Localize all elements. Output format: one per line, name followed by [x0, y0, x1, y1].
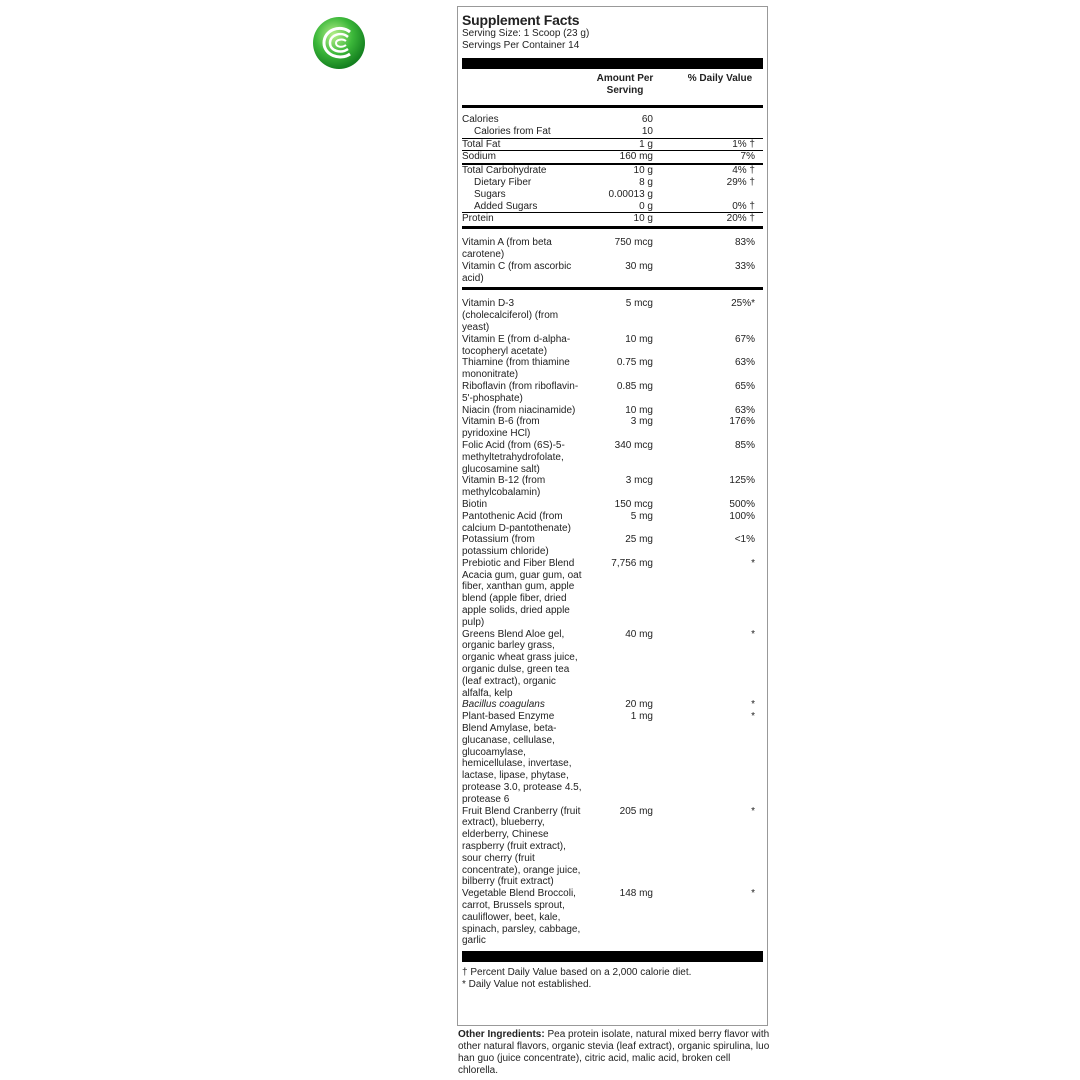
other-ingredients — [458, 1029, 770, 1077]
nutrient-amount: 0.00013 g — [608, 188, 653, 200]
nutrient-row — [462, 114, 763, 126]
nutrient-row — [462, 711, 763, 805]
nutrient-amount: 205 mg — [619, 805, 653, 817]
nutrient-row — [462, 534, 763, 558]
nutrient-daily-value: 85% — [734, 439, 755, 451]
other-ingredients-label: Other Ingredients: — [458, 1029, 545, 1040]
nutrient-amount: 1 g — [639, 138, 653, 150]
nutrient-daily-value: 65% — [734, 380, 755, 392]
nutrient-name: Niacin (from niacinamide) — [462, 404, 576, 416]
nutrient-name: Folic Acid (from (6S)-5-methyltetrahydrofolate, glucosamine salt) — [462, 439, 565, 475]
nutrient-name: Fruit Blend Cranberry (fruit extract), blueberry, elderberry, Chinese raspberry (fruit extract), sour cherry (fruit concentrate), orange juice, bilberry (fruit extract) — [462, 805, 581, 888]
nutrient-name: Total Carbohydrate — [462, 165, 547, 177]
nutrient-amount: 40 mg — [625, 628, 653, 640]
nutrient-row — [462, 558, 763, 629]
nutrient-name: Greens Blend Aloe gel, organic barley grass, organic wheat grass juice, organic dulse, green tea (leaf extract), organic alfalfa, kelp — [462, 628, 578, 699]
nutrient-name: Vitamin B-6 (from pyridoxine HCl) — [462, 416, 540, 440]
nutrient-daily-value: 7% — [740, 151, 755, 163]
nutrient-amount: 30 mg — [625, 260, 653, 272]
nutrient-name: Vitamin A (from beta carotene) — [462, 237, 552, 260]
serving-size: Serving Size: 1 Scoop (23 g) — [462, 28, 590, 39]
nutrient-daily-value: 63% — [734, 404, 755, 416]
nutrient-row — [462, 511, 763, 535]
nutrient-name: Prebiotic and Fiber Blend Acacia gum, guar gum, oat fiber, xanthan gum, apple blend (apple fiber, dried apple solids, dried apple pulp) — [462, 557, 582, 628]
footnote-star: * Daily Value not established. — [462, 979, 592, 991]
nutrient-daily-value: * — [751, 557, 755, 569]
nutrient-daily-value: 20% † — [726, 213, 755, 225]
nutrient-amount: 10 mg — [625, 333, 653, 345]
nutrient-name: Vitamin B-12 (from methylcobalamin) — [462, 475, 546, 499]
nutrient-daily-value: 4% † — [732, 165, 755, 177]
nutrient-amount: 3 mg — [630, 416, 653, 428]
nutrient-name: Plant-based Enzyme Blend Amylase, beta-glucanase, cellulase, glucoamylase, hemicellulase, invertase, lactase, lipase, phytase, protease 3.0, protease 4.5, protease 6 — [462, 711, 582, 805]
nutrient-amount: 10 — [641, 125, 653, 137]
nutrient-row — [462, 201, 763, 214]
nutrient-amount: 0.85 mg — [616, 380, 653, 392]
nutrient-name: Bacillus coagulans — [462, 699, 545, 711]
nutrient-daily-value: 0% † — [732, 200, 755, 212]
nutrient-name: Thiamine (from thiamine mononitrate) — [462, 357, 570, 381]
nutrient-name: Sodium — [462, 151, 496, 163]
nutrient-row — [462, 475, 763, 499]
nutrient-name: Pantothenic Acid (from calcium D-pantothenate) — [462, 510, 571, 534]
nutrient-daily-value: 500% — [729, 498, 755, 510]
nutrient-daily-value: 25%* — [731, 298, 755, 310]
servings-per-container: Servings Per Container 14 — [462, 40, 580, 51]
nutrient-row — [462, 189, 763, 201]
nutrient-name: Vitamin E (from d-alpha-tocopheryl acetate) — [462, 333, 571, 357]
other-ingredients-text: Pea protein isolate, natural mixed berry flavor with other natural flavors, organic stevia (leaf extract), organic spirulina, luo han guo (juice concentrate), citric acid, malic acid, broken cell chlorella. — [458, 1029, 770, 1076]
nutrient-row — [462, 888, 763, 947]
macro-rows — [462, 114, 763, 225]
nutrient-amount: 10 g — [633, 165, 653, 177]
nutrient-daily-value: * — [751, 888, 755, 900]
nutrient-amount: 3 mcg — [625, 475, 653, 487]
nutrient-row — [462, 138, 763, 152]
nutrient-row — [462, 440, 763, 475]
nutrient-daily-value: 100% — [729, 510, 755, 522]
nutrient-row — [462, 381, 763, 405]
nutrient-name: Vitamin D-3 (cholecalciferol) (from yeast) — [462, 298, 559, 333]
nutrient-amount: 10 g — [633, 213, 653, 225]
nutrient-daily-value: 1% † — [732, 138, 755, 150]
nutrient-row — [462, 499, 763, 511]
nutrient-name: Vitamin C (from ascorbic acid) — [462, 260, 572, 284]
nutrient-name: Calories from Fat — [474, 125, 551, 137]
nutrient-row — [462, 405, 763, 417]
nutrient-amount: 150 mcg — [614, 498, 653, 510]
nutrient-daily-value: 29% † — [726, 176, 755, 188]
supplement-facts-panel — [457, 6, 768, 1026]
nutrient-amount: 340 mcg — [614, 439, 653, 451]
nutrient-rows — [462, 298, 763, 947]
nutrient-daily-value: 83% — [734, 237, 755, 249]
nutrient-amount: 60 — [641, 114, 653, 125]
nutrient-row — [462, 126, 763, 138]
nutrient-name: Total Fat — [462, 138, 501, 150]
nutrient-amount: 8 g — [639, 176, 653, 188]
divider-thick — [462, 951, 763, 962]
nutrient-amount: 25 mg — [625, 534, 653, 546]
nutrient-daily-value: * — [751, 628, 755, 640]
nutrient-row — [462, 629, 763, 700]
nutrient-row — [462, 416, 763, 440]
nutrient-row — [462, 261, 763, 285]
nutrient-row — [462, 298, 763, 333]
nutrient-amount: 7,756 mg — [611, 557, 653, 569]
nutrient-row — [462, 213, 763, 225]
nutrient-daily-value: * — [751, 805, 755, 817]
nutrient-daily-value: 63% — [734, 357, 755, 369]
nutrient-amount: 20 mg — [625, 699, 653, 711]
amount-header: Amount Per Serving — [596, 73, 654, 96]
nutrient-amount: 5 mg — [630, 510, 653, 522]
nutrient-name: Sugars — [474, 188, 506, 200]
footnote-dagger: † Percent Daily Value based on a 2,000 calorie diet. — [462, 967, 692, 979]
nutrient-amount: 10 mg — [625, 404, 653, 416]
nutrient-daily-value: * — [751, 699, 755, 711]
nutrient-row — [462, 164, 763, 177]
nutrient-daily-value: * — [751, 711, 755, 723]
nutrient-daily-value: 125% — [729, 475, 755, 487]
nutrient-name: Vegetable Blend Broccoli, carrot, Brussels sprout, cauliflower, beet, kale, spinach, parsley, cabbage, garlic — [462, 888, 581, 947]
nutrient-amount: 0 g — [639, 200, 653, 212]
nutrient-name: Calories — [462, 114, 499, 125]
nutrient-row — [462, 334, 763, 358]
nutrient-name: Potassium (from potassium chloride) — [462, 534, 549, 558]
nutrient-row — [462, 177, 763, 189]
column-headers — [462, 73, 763, 101]
nutrient-amount: 160 mg — [619, 151, 653, 163]
nutrient-row — [462, 806, 763, 889]
nutrient-daily-value: <1% — [734, 534, 755, 546]
nutrient-amount: 0.75 mg — [616, 357, 653, 369]
nutrient-name: Riboflavin (from riboflavin-5'-phosphate) — [462, 380, 579, 404]
nutrient-daily-value: 176% — [729, 416, 755, 428]
nutrient-name: Protein — [462, 213, 494, 225]
nutrient-amount: 1 mg — [630, 711, 653, 723]
nutrient-row — [462, 699, 763, 711]
brand-logo-icon — [312, 16, 366, 70]
nutrient-amount: 148 mg — [619, 888, 653, 900]
nutrient-row — [462, 357, 763, 381]
dv-header: % Daily Value — [687, 73, 753, 84]
nutrient-daily-value: 67% — [734, 333, 755, 345]
nutrient-name: Added Sugars — [474, 200, 538, 212]
nutrient-row — [462, 151, 763, 164]
divider-thick — [462, 58, 763, 69]
panel-title: Supplement Facts — [462, 12, 580, 28]
nutrient-row — [462, 237, 763, 261]
nutrient-amount: 5 mcg — [625, 298, 653, 310]
nutrient-daily-value: 33% — [734, 260, 755, 272]
nutrient-name: Biotin — [462, 498, 488, 510]
vitamin-ac-rows — [462, 237, 763, 284]
nutrient-name: Dietary Fiber — [474, 176, 532, 188]
nutrient-amount: 750 mcg — [614, 237, 653, 249]
